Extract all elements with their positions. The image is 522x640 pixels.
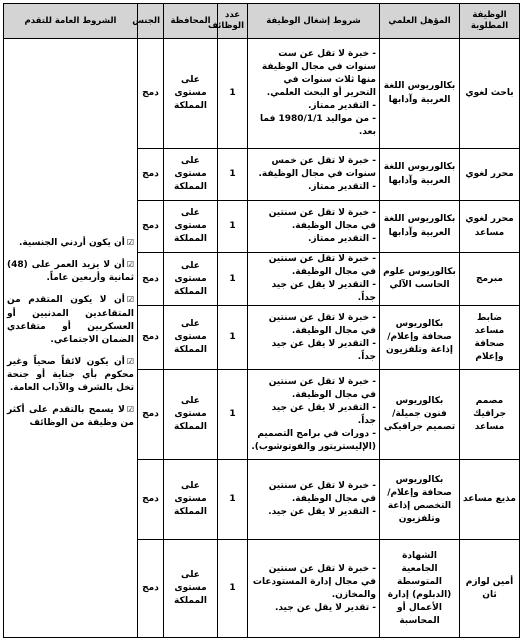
condition-line: - التقدير ممتاز. [307, 182, 376, 193]
job-count-cell: 1 [218, 540, 248, 638]
check-arrow-icon: ☑ [126, 260, 134, 270]
gender-cell: دمج [138, 306, 164, 370]
header-conditions: شروط إشغال الوظيفة [248, 4, 380, 39]
header-count: عدد الوظائف [218, 4, 248, 39]
job-title-cell: مبرمج [460, 253, 520, 306]
conditions-cell [248, 39, 380, 149]
gender-cell: دمج [138, 149, 164, 201]
qualification-cell: بكالوريوس فنون جميلة/ تصميم جرافيكي [380, 370, 460, 460]
gender-cell: دمج [138, 460, 164, 540]
job-count-cell: 1 [218, 253, 248, 306]
conditions-cell [248, 540, 380, 638]
condition-line: - خبرة لا تقل عن ست سنوات في مجال الوظيفة منها ثلاث سنوات في التحرير أو البحث العلمي. [261, 48, 376, 98]
condition-line: - التقدير ممتاز. [307, 234, 376, 245]
gender-cell: دمج [138, 201, 164, 253]
job-title-cell: أمين لوازم ثان [460, 540, 520, 638]
qualification-cell: الشهادة الجامعية المتوسطة (الدبلوم) إدارة الأعمال أو المحاسبة [380, 540, 460, 638]
general-condition-text: أن لا يكون المتقدم من المتقاعدين المدنيين أو العسكريين أو متقاعدي الضمان الاجتماعي. [7, 295, 134, 345]
job-title-cell: محرر لغوي مساعد [460, 201, 520, 253]
condition-line: - التقدير لا يقل عن جيد. [268, 507, 376, 518]
general-condition-text: أن يكون أردني الجنسية. [19, 238, 125, 249]
conditions-cell [248, 370, 380, 460]
header-gender: الجنس [138, 4, 164, 39]
condition-line: - خبرة لا تقل عن سنتين في مجال الوظيفة. [268, 481, 376, 505]
general-condition-item [7, 294, 134, 346]
qualification-cell: بكالوريوس صحافة وإعلام/ التخصص إذاعة وتلفزيون [380, 460, 460, 540]
gender-cell: دمج [138, 540, 164, 638]
qualification-cell: بكالوريوس اللغة العربية وآدابها [380, 39, 460, 149]
condition-line: - خبرة لا تقل عن سنتين في مجال الوظيفة. [268, 254, 376, 278]
job-count-cell: 1 [218, 149, 248, 201]
condition-line: - خبرة لا تقل عن سنتين في مجال الوظيفة. [268, 312, 376, 336]
job-title-cell: ضابط مساعد صحافة وإعلام [460, 306, 520, 370]
condition-line: - من مواليد 1980/1/1 فما بعد. [260, 114, 376, 138]
qualification-cell: بكالوريوس صحافة وإعلام/إذاعة وتلفزيون [380, 306, 460, 370]
general-condition-item [7, 356, 134, 395]
province-cell: على مستوى المملكة [164, 370, 218, 460]
province-cell: على مستوى المملكة [164, 149, 218, 201]
table-header-row [4, 4, 520, 39]
header-job: الوظيفة المطلوبة [460, 4, 520, 39]
conditions-cell [248, 306, 380, 370]
gender-cell: دمج [138, 370, 164, 460]
job-title-cell: مصمم جرافيك مساعد [460, 370, 520, 460]
condition-line: - خبرة لا تقل عن خمس سنوات في مجال الوظيفة. [258, 155, 376, 179]
condition-line: - خبرة لا تقل عن سنتين في مجال الوظيفة. [268, 376, 376, 400]
check-arrow-icon: ☑ [126, 356, 134, 366]
condition-line: - التقدير ممتاز. [307, 101, 376, 112]
condition-line: - خبرة لا تقل عن سنتين في مجال الوظيفة. [268, 207, 376, 231]
qualification-cell: بكالوريوس علوم الحاسب الآلي [380, 253, 460, 306]
conditions-cell [248, 460, 380, 540]
province-cell: على مستوى المملكة [164, 39, 218, 149]
header-general-conditions: الشروط العامة للتقدم [4, 4, 138, 39]
general-condition-text: أن لا يزيد العمر على (48) ثمانية وأربعين عاماً. [7, 260, 134, 284]
gender-cell: دمج [138, 39, 164, 149]
job-count-cell: 1 [218, 460, 248, 540]
job-count-cell: 1 [218, 201, 248, 253]
general-condition-item [7, 237, 134, 250]
general-condition-text: لا يسمح بالتقدم على أكثر من وظيفة من الوظائف [7, 404, 134, 428]
jobs-table [3, 3, 520, 638]
gender-cell: دمج [138, 253, 164, 306]
header-qualification: المؤهل العلمي [380, 4, 460, 39]
general-condition-item [7, 404, 134, 430]
conditions-cell [248, 149, 380, 201]
job-count-cell: 1 [218, 370, 248, 460]
qualification-cell: بكالوريوس اللغة العربية وآدابها [380, 201, 460, 253]
condition-line: - التقدير لا يقل عن جيد جداً. [271, 280, 376, 304]
job-title-cell: مذيع مساعد [460, 460, 520, 540]
check-arrow-icon: ☑ [126, 238, 134, 248]
condition-line: - خبرة لا تقل عن سنتين في مجال إدارة المستودعات والمخازن. [252, 563, 376, 600]
province-cell: على مستوى المملكة [164, 306, 218, 370]
header-province: المحافظة [164, 4, 218, 39]
job-title-cell: محرر لغوي [460, 149, 520, 201]
check-arrow-icon: ☑ [126, 295, 134, 305]
condition-line: - التقدير لا يقل عن جيد جداً. [271, 402, 376, 426]
province-cell: على مستوى المملكة [164, 460, 218, 540]
province-cell: على مستوى المملكة [164, 253, 218, 306]
qualification-cell: بكالوريوس اللغة العربية وآدابها [380, 149, 460, 201]
condition-line: - التقدير لا يقل عن جيد جداً. [271, 338, 376, 362]
check-arrow-icon: ☑ [126, 404, 134, 414]
job-title-cell: باحث لغوي [460, 39, 520, 149]
general-condition-item [7, 259, 134, 285]
province-cell: على مستوى المملكة [164, 540, 218, 638]
province-cell: على مستوى المملكة [164, 201, 218, 253]
general-condition-text: أن يكون لائقاً صحياً وغير محكوم بأي جناية أو جنحة تخل بالشرف والآداب العامة. [7, 356, 134, 393]
job-count-cell: 1 [218, 306, 248, 370]
conditions-cell [248, 253, 380, 306]
condition-line: - تقدير لا يقل عن جيد. [274, 602, 376, 613]
job-count-cell: 1 [218, 39, 248, 149]
condition-line: - دورات في برامج التصميم (الإليستريتور والفوتوشوب). [251, 428, 376, 452]
general-conditions-cell [4, 39, 138, 638]
conditions-cell [248, 201, 380, 253]
table-row [4, 39, 520, 149]
